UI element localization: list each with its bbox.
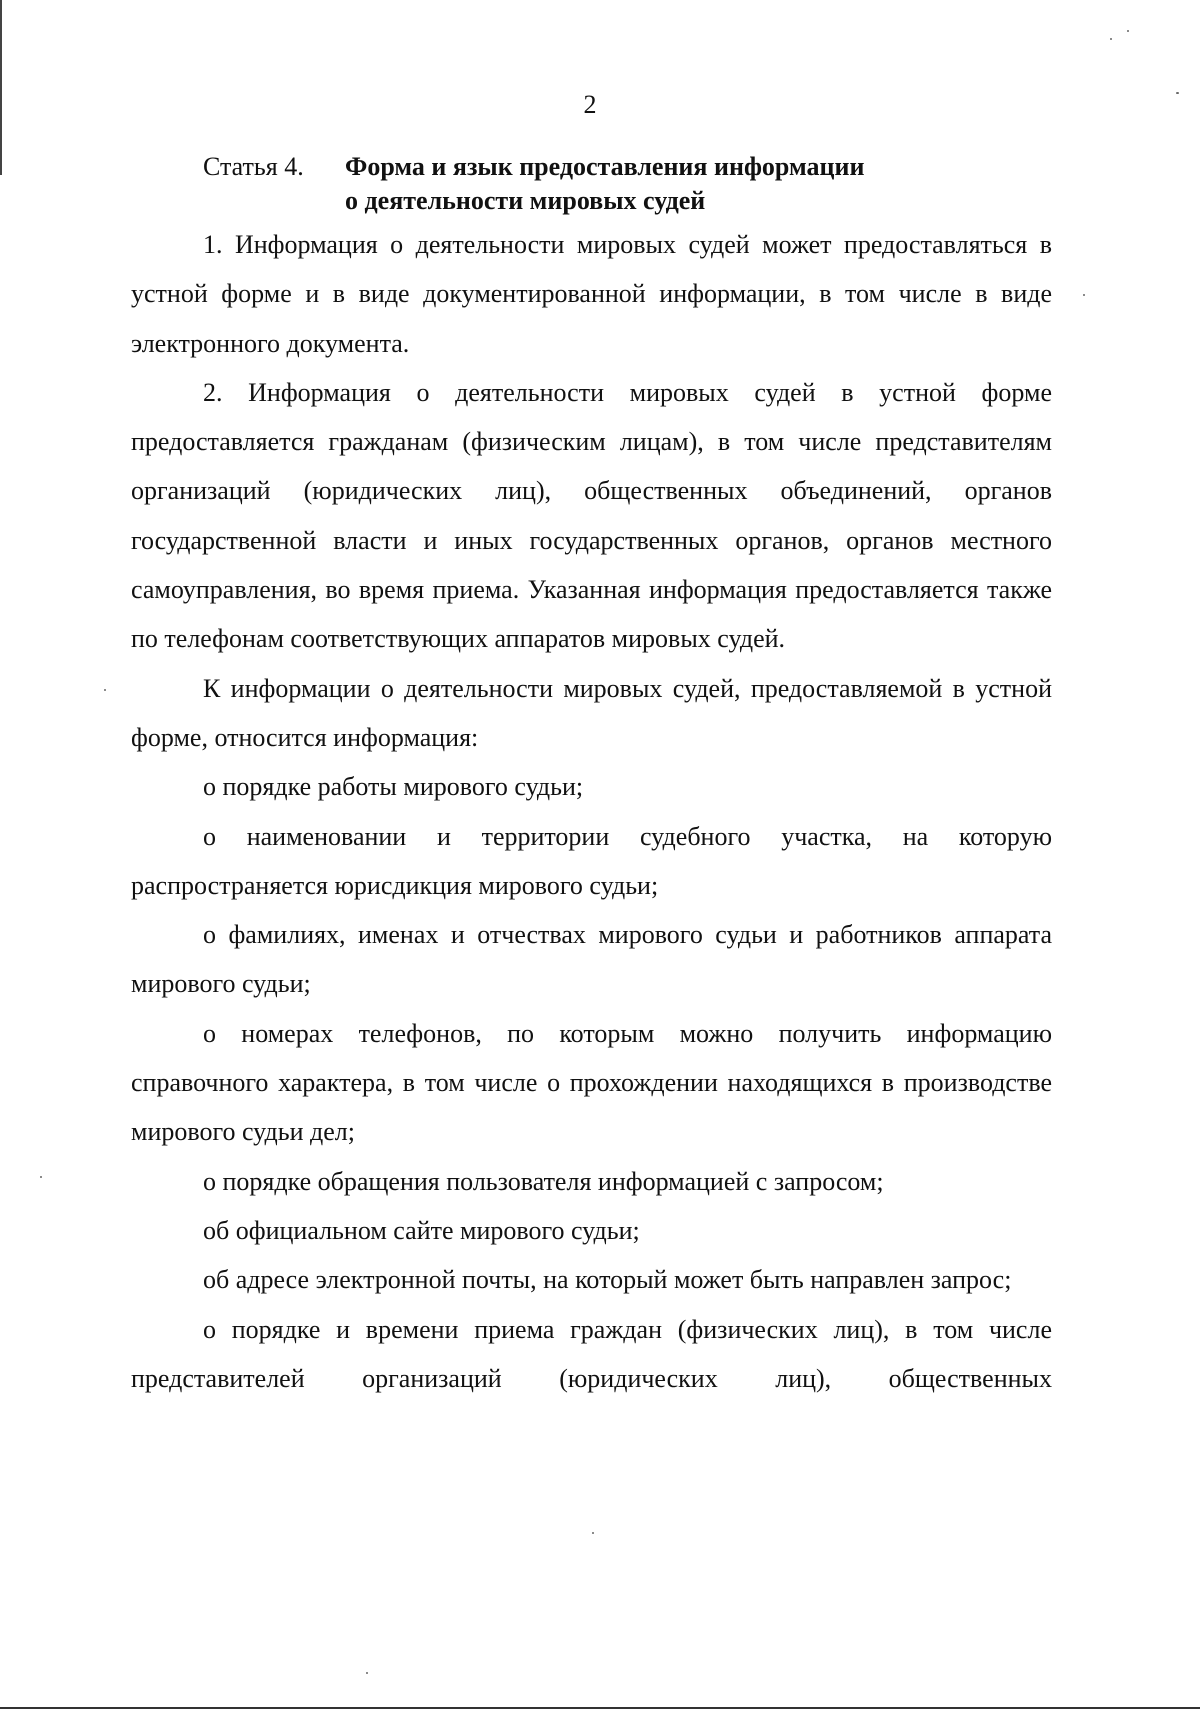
list-item-request-procedure: о порядке обращения пользователя информацией с запросом; bbox=[203, 1166, 884, 1196]
article-body bbox=[131, 220, 1052, 1403]
list-item-reception: о порядке и времени приема граждан (физических лиц), в том числе представителей организаций (юридических лиц), общественных bbox=[131, 1314, 1052, 1393]
paragraph-oral-info-intro: К информации о деятельности мировых судей, предоставляемой в устной форме, относится информация: bbox=[131, 673, 1052, 752]
list-item-names: о фамилиях, именах и отчествах мирового судьи и работников аппарата мирового судьи; bbox=[131, 920, 1052, 999]
paragraph-1: 1. Информация о деятельности мировых судей может предоставляться в устной форме и в виде документированной информации, в том числе в виде электронного документа. bbox=[131, 230, 1052, 358]
scan-speck bbox=[366, 1672, 368, 1674]
article-title-line-1: Форма и язык предоставления информации bbox=[345, 152, 865, 181]
scan-speck bbox=[592, 1532, 594, 1534]
list-item-court-district: о наименовании и территории судебного участка, на которую распространяется юрисдикция мирового судьи; bbox=[131, 821, 1052, 900]
paragraph-2: 2. Информация о деятельности мировых судей в устной форме предоставляется гражданам (физическим лицам), в том числе представителям организаций (юридических лиц), общественных объединений, органов государственной власти и иных государственных органов, органов местного самоуправления, во время приема. Указанная информация предоставляется также по телефонам соответствующих аппаратов мировых судей. bbox=[131, 377, 1052, 654]
scan-edge-left bbox=[0, 0, 2, 175]
scan-speck bbox=[1110, 38, 1112, 40]
list-item-email: об адресе электронной почты, на который может быть направлен запрос; bbox=[203, 1265, 1012, 1295]
page-number: 2 bbox=[583, 90, 597, 119]
article-label: Статья 4. bbox=[203, 152, 304, 181]
scan-speck bbox=[1176, 92, 1179, 94]
scan-speck bbox=[1127, 30, 1129, 32]
scan-speck bbox=[40, 1176, 42, 1178]
article-title-line-2: о деятельности мировых судей bbox=[345, 186, 706, 215]
list-item-work-order: о порядке работы мирового судьи; bbox=[203, 772, 584, 802]
scan-speck bbox=[104, 689, 106, 691]
scan-speck bbox=[1083, 294, 1085, 296]
list-item-official-site: об официальном сайте мирового судьи; bbox=[203, 1215, 640, 1245]
article-title bbox=[345, 150, 1045, 218]
list-item-phone-numbers: о номерах телефонов, по которым можно получить информацию справочного характера, в том числе о прохождении находящихся в производстве мирового судьи дел; bbox=[131, 1018, 1052, 1147]
